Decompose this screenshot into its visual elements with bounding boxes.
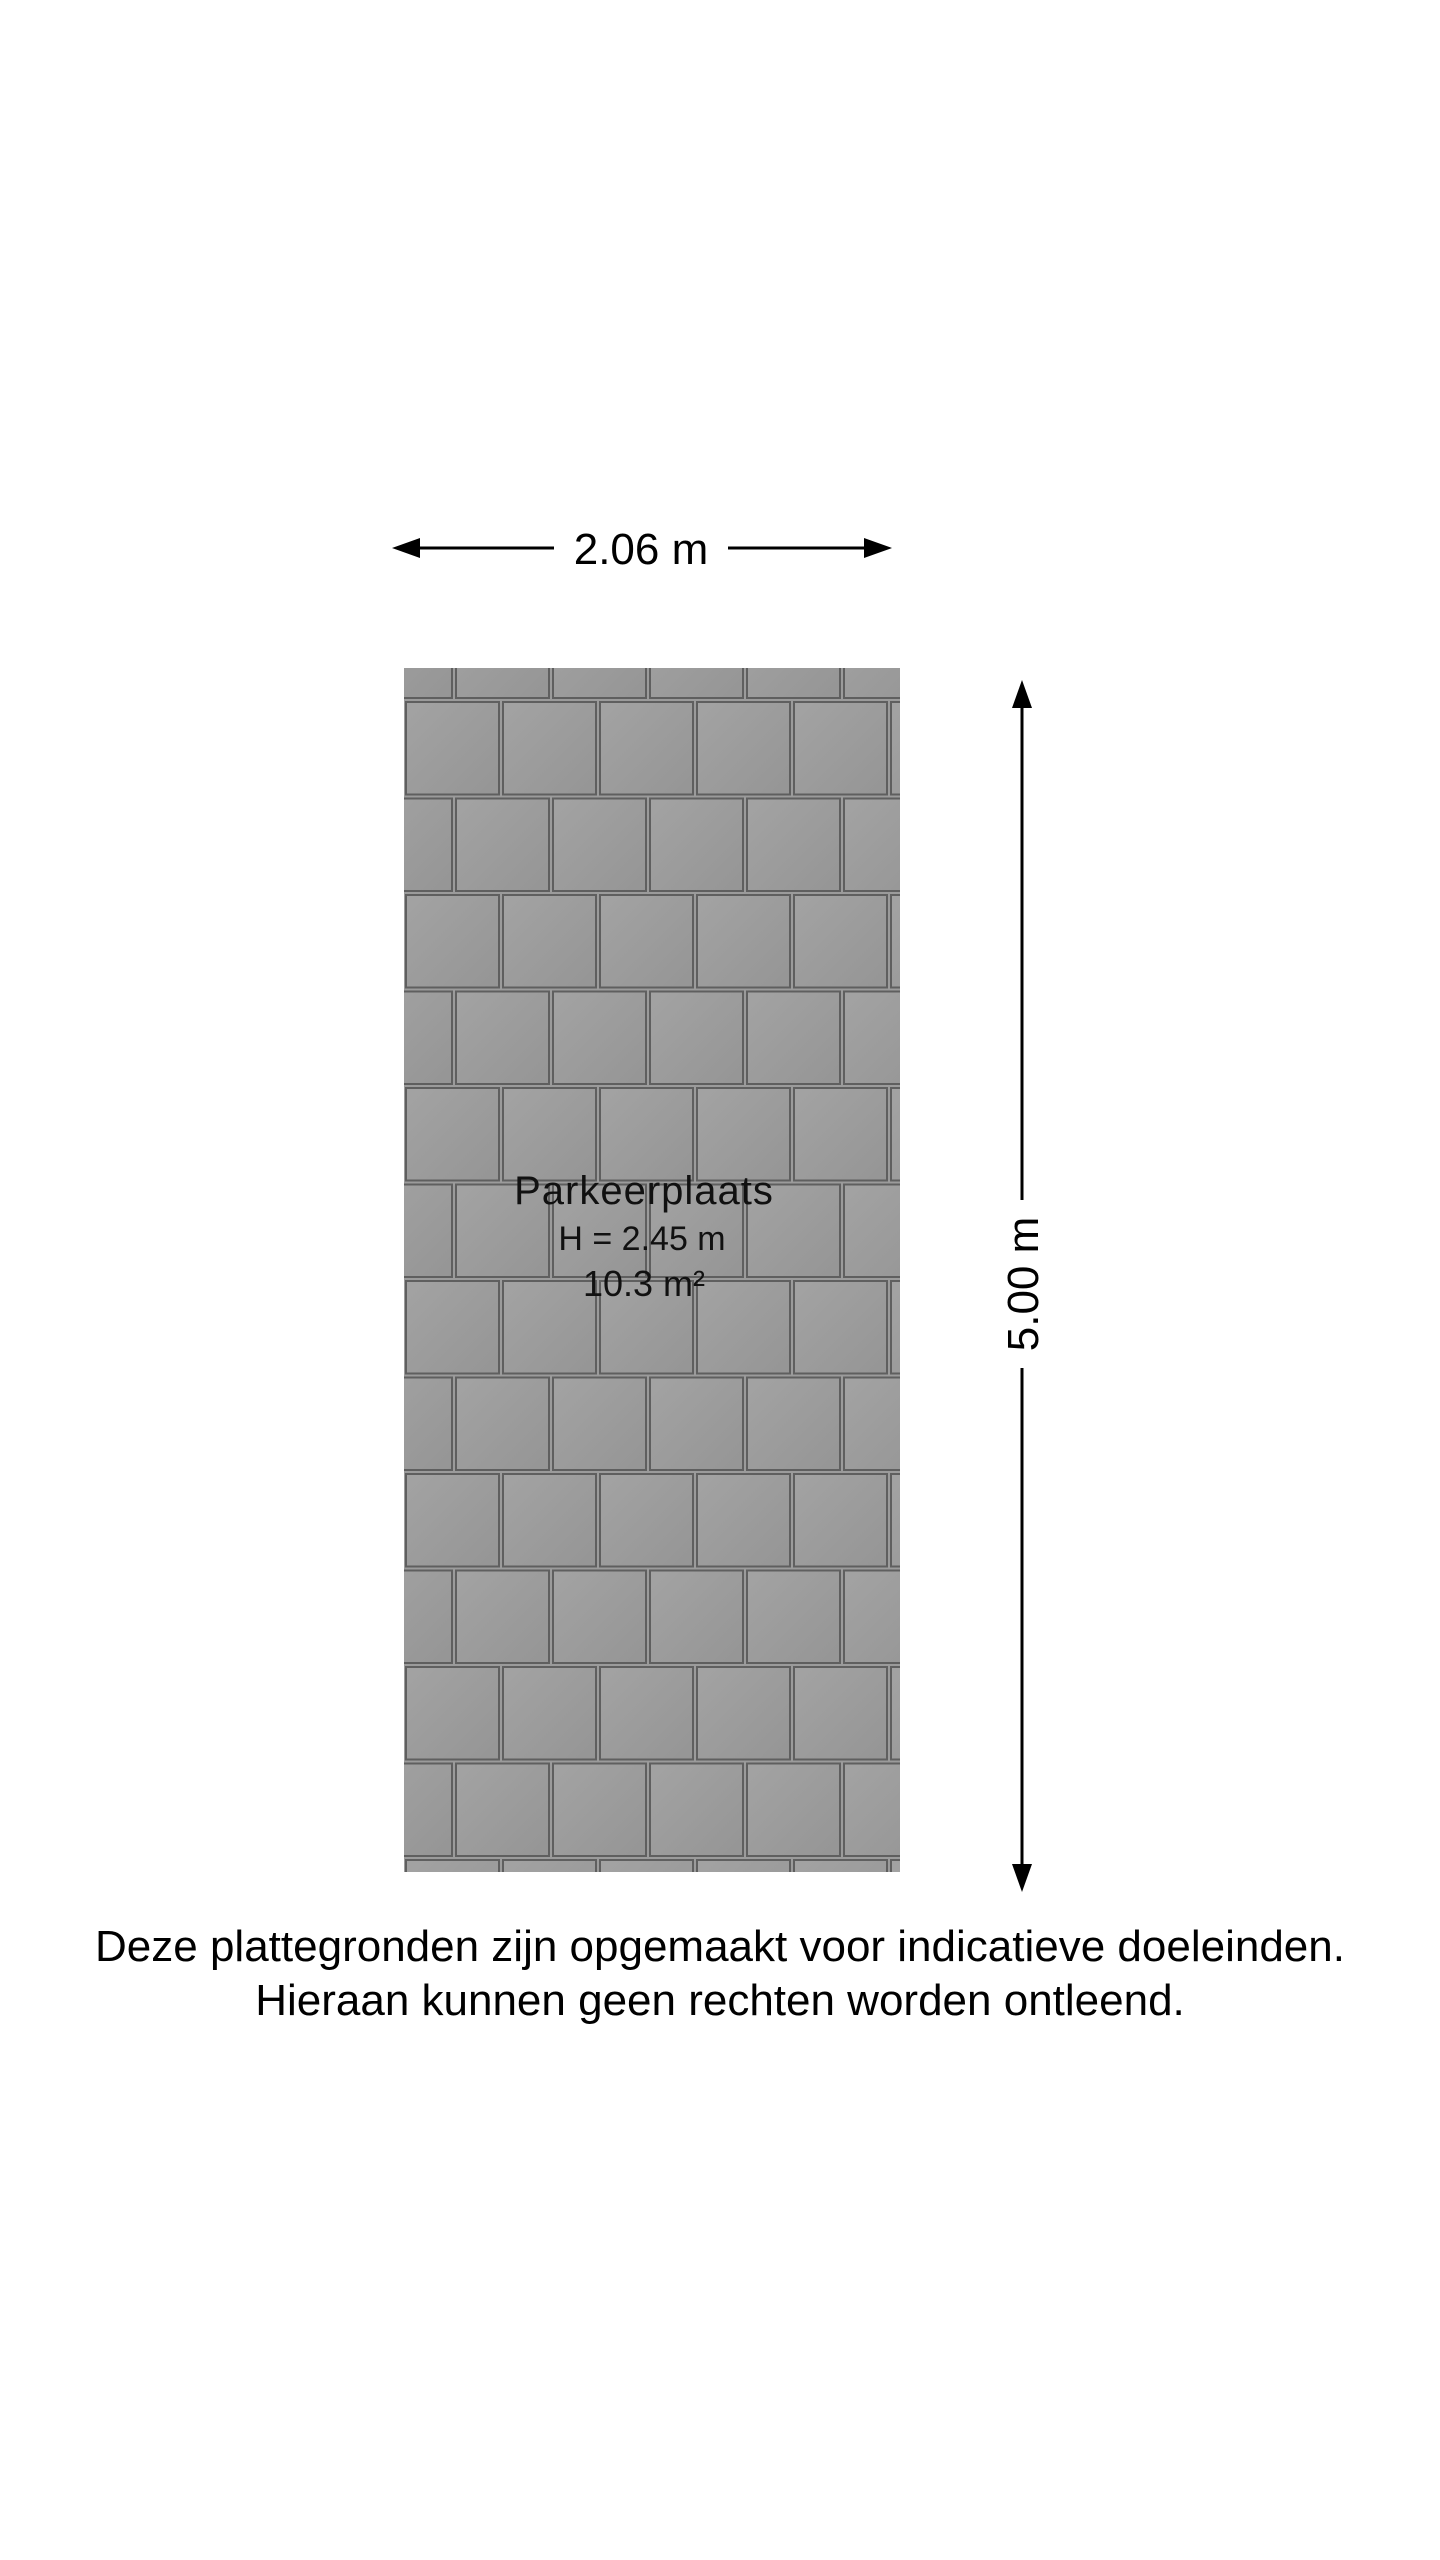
paving-tile bbox=[747, 799, 840, 892]
paving-tile bbox=[456, 799, 549, 892]
paving-tile bbox=[650, 1764, 743, 1857]
paving-tile bbox=[600, 702, 693, 795]
paving-tile bbox=[844, 992, 937, 1085]
paving-tile bbox=[600, 1474, 693, 1567]
paving-tile bbox=[309, 1667, 402, 1760]
paving-tile bbox=[456, 606, 549, 699]
paving-tile bbox=[747, 606, 840, 699]
disclaimer-text bbox=[0, 1920, 1440, 2028]
paving-tile bbox=[891, 895, 984, 988]
paving-tile bbox=[553, 1378, 646, 1471]
paving-tile bbox=[650, 1571, 743, 1664]
length-arrow-up-icon bbox=[1012, 680, 1032, 708]
room-area: 10.3 m² bbox=[582, 1263, 706, 1304]
paving-tile bbox=[794, 702, 887, 795]
paving-tile bbox=[406, 1474, 499, 1567]
paving-tile bbox=[600, 895, 693, 988]
paving-tile bbox=[697, 1667, 790, 1760]
paving-tile bbox=[309, 1088, 402, 1181]
paving-tile bbox=[844, 1185, 937, 1278]
paving-tile bbox=[456, 992, 549, 1085]
paving-tile bbox=[747, 992, 840, 1085]
paving-tile bbox=[406, 1281, 499, 1374]
paving-tile bbox=[503, 1088, 596, 1181]
paving-tile bbox=[456, 1764, 549, 1857]
paving-tile bbox=[697, 702, 790, 795]
width-arrow-right-icon bbox=[864, 538, 892, 558]
paving-tile bbox=[406, 702, 499, 795]
paving-tile bbox=[309, 895, 402, 988]
width-arrow-left-icon bbox=[392, 538, 420, 558]
paving-tile bbox=[359, 1571, 452, 1664]
paving-tile bbox=[406, 1667, 499, 1760]
paving-tile bbox=[650, 606, 743, 699]
paving-tile bbox=[359, 1185, 452, 1278]
length-arrow-down-icon bbox=[1012, 1864, 1032, 1892]
paving-tile bbox=[794, 1474, 887, 1567]
room-name: Parkeerplaats bbox=[514, 1169, 774, 1213]
paving-tile bbox=[553, 992, 646, 1085]
paving-tile bbox=[891, 1281, 984, 1374]
length-dimension-label: 5.00 m bbox=[999, 1216, 1048, 1352]
paving-tile bbox=[697, 1281, 790, 1374]
paving-tile bbox=[600, 1667, 693, 1760]
paving-tile bbox=[747, 1764, 840, 1857]
paving-tile bbox=[794, 895, 887, 988]
paving-tile bbox=[503, 1474, 596, 1567]
width-dimension bbox=[392, 525, 892, 574]
paving-tile bbox=[553, 1764, 646, 1857]
paving-tile bbox=[456, 1378, 549, 1471]
paving-tile bbox=[697, 895, 790, 988]
paving-tile bbox=[697, 1088, 790, 1181]
paving-tile bbox=[794, 1667, 887, 1760]
paving-tile bbox=[891, 1667, 984, 1760]
paving-tile bbox=[650, 1378, 743, 1471]
paving-tile bbox=[309, 702, 402, 795]
paving-tile bbox=[844, 1378, 937, 1471]
paving-tile bbox=[359, 799, 452, 892]
paving-tile bbox=[650, 992, 743, 1085]
paving-tile bbox=[456, 1571, 549, 1664]
paving-tile bbox=[794, 1281, 887, 1374]
paving-tile bbox=[650, 799, 743, 892]
room-height: H = 2.45 m bbox=[558, 1220, 726, 1258]
paving-tile bbox=[359, 606, 452, 699]
paving-tile bbox=[844, 799, 937, 892]
paving-tile bbox=[406, 1088, 499, 1181]
paving-tile bbox=[359, 1378, 452, 1471]
paving-tile bbox=[553, 606, 646, 699]
paving-tile bbox=[891, 1474, 984, 1567]
paving-tile bbox=[844, 1764, 937, 1857]
paving-tile bbox=[747, 1571, 840, 1664]
paving-tile bbox=[747, 1378, 840, 1471]
paving-tile bbox=[406, 895, 499, 988]
paving-tile bbox=[891, 702, 984, 795]
paving-tile bbox=[553, 1571, 646, 1664]
paving-tile bbox=[309, 1474, 402, 1567]
paving-tile bbox=[794, 1088, 887, 1181]
paving-tile bbox=[600, 1088, 693, 1181]
paving-tile bbox=[503, 895, 596, 988]
paving-tile bbox=[697, 1474, 790, 1567]
paving-tile bbox=[359, 1764, 452, 1857]
paving-tile bbox=[503, 702, 596, 795]
length-dimension bbox=[999, 680, 1048, 1892]
disclaimer-line-1: Deze plattegronden zijn opgemaakt voor indicatieve doeleinden. bbox=[95, 1922, 1345, 1971]
width-dimension-label: 2.06 m bbox=[573, 525, 709, 574]
paving-tile bbox=[359, 992, 452, 1085]
paving-tile bbox=[844, 1571, 937, 1664]
paving-tile bbox=[309, 1281, 402, 1374]
paving-tile bbox=[891, 1088, 984, 1181]
paving-tile bbox=[844, 606, 937, 699]
disclaimer-line-2: Hieraan kunnen geen rechten worden ontleend. bbox=[255, 1976, 1185, 2025]
paving-tile bbox=[503, 1667, 596, 1760]
paving-tile bbox=[553, 799, 646, 892]
